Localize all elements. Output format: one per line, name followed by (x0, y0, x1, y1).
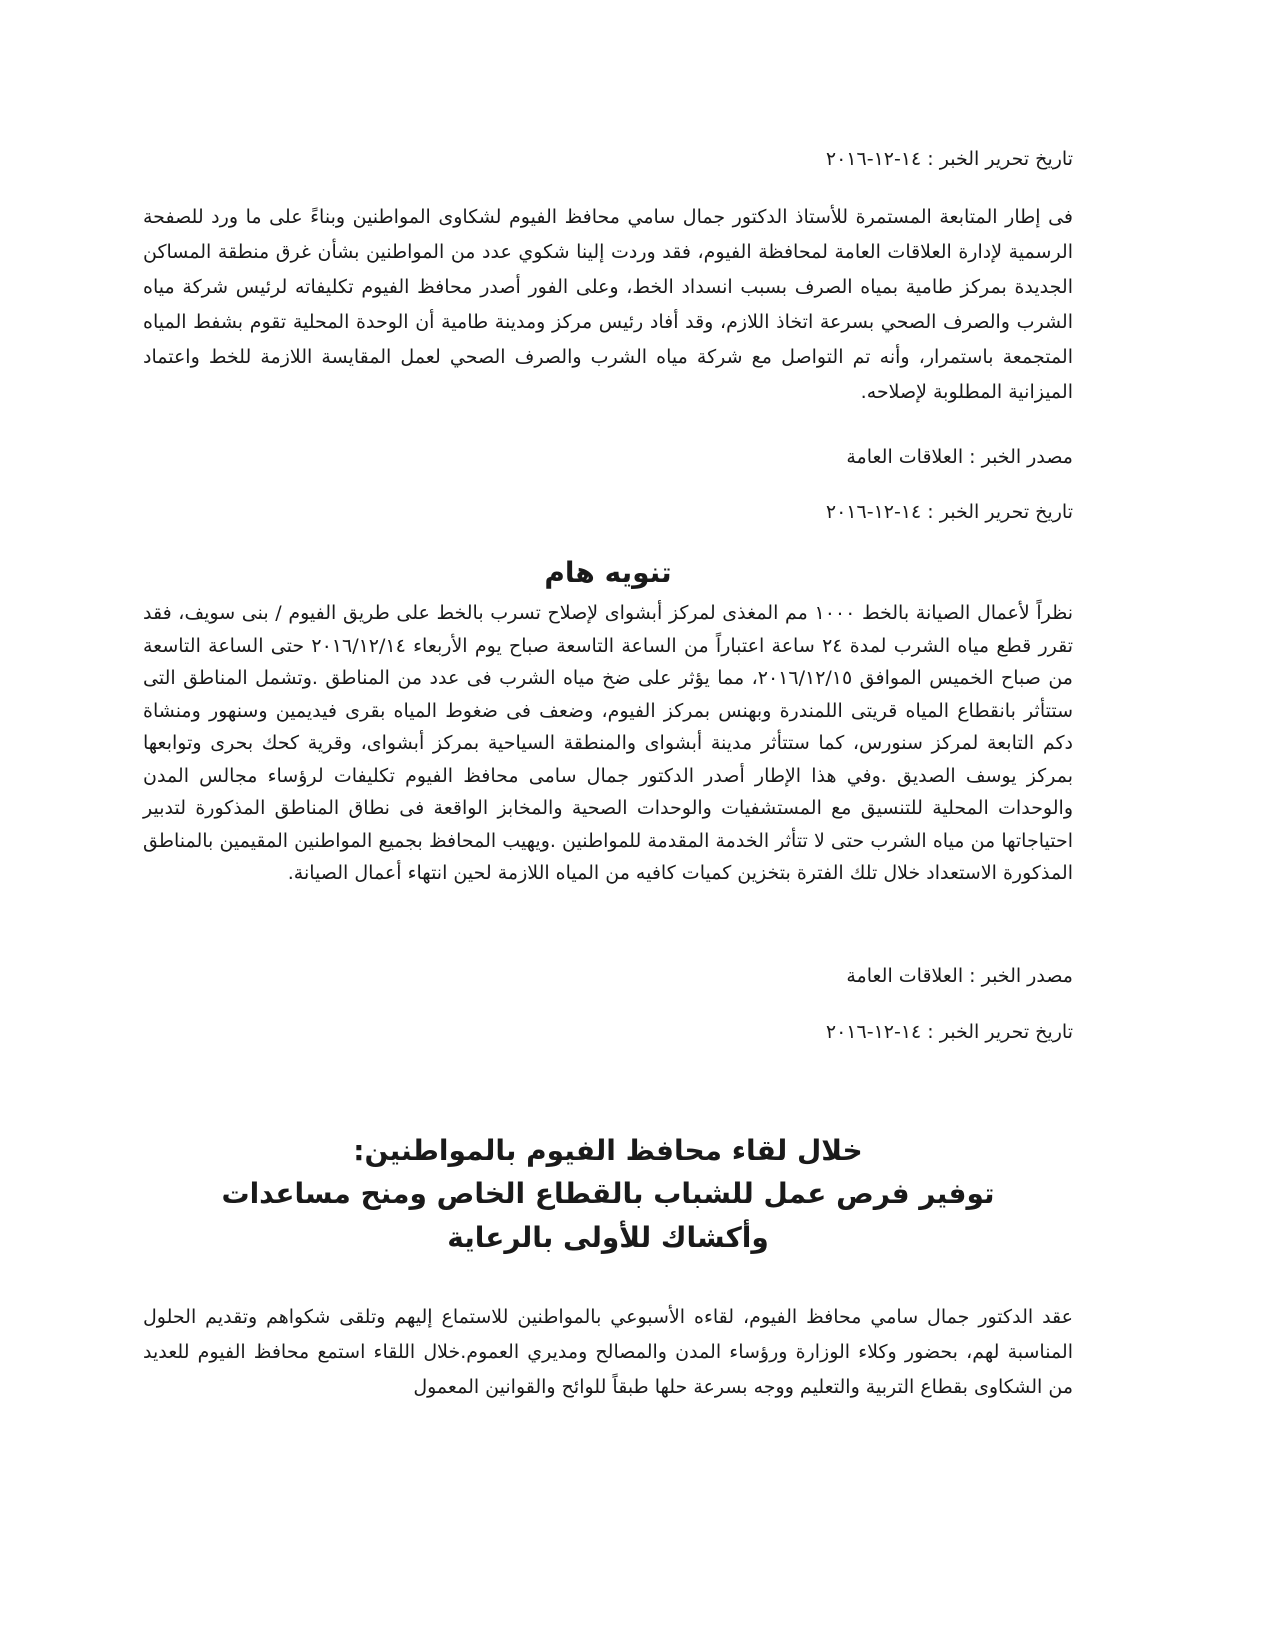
article-heading-line2: توفير فرص عمل للشباب بالقطاع الخاص ومنح مساعدات وأكشاك للأولى بالرعاية (221, 1177, 995, 1254)
news-body: فى إطار المتابعة المستمرة للأستاذ الدكتور جمال سامي محافظ الفيوم لشكاوى المواطنين وبناءً على ما ورد للصفحة الرسمية لإدارة العلاقات العامة لمحافظة الفيوم، فقد وردت إلينا شكوي عدد من المواطنين بشأن غرق منطقة المساكن الجديدة بمركز طامية بمياه الصرف بسبب انسداد الخط، وعلى الفور أصدر محافظ الفيوم تكليفاته لرئيس شركة مياه الشرب والصرف الصحي بسرعة اتخاذ اللازم، وقد أفاد رئيس مركز ومدينة طامية أن الوحدة المحلية تقوم بشفط المياه المتجمعة باستمرار، وأنه تم التواصل مع شركة مياه الشرب والصرف الصحي لعمل المقايسة اللازمة للخط واعتماد الميزانية المطلوبة لإصلاحه. (143, 206, 1073, 403)
news-body: نظراً لأعمال الصيانة بالخط ١٠٠٠ مم المغذى لمركز أبشواى لإصلاح تسرب بالخط على طريق الفيوم / بنى سويف، فقد تقرر قطع مياه الشرب لمدة ٢٤ ساعة اعتباراً من الساعة التاسعة صباح يوم الأربعاء ٢٠١٦/١٢/١٤ حتى الساعة التاسعة من صباح الخميس الموافق ٢٠١٦/١٢/١٥، مما يؤثر على ضخ مياه الشرب فى عدد من المناطق .وتشمل المناطق التى ستتأثر بانقطاع المياه قريتى اللمندرة وبهنس بمركز الفيوم، وضعف فى ضغوط المياه بقرى فيديمين وسنهور ومنشاة دكم التابعة لمركز سنورس، كما ستتأثر مدينة أبشواى والمنطقة السياحية بمركز أبشواى، وقرية كحك بحرى وتوابعها بمركز يوسف الصديق .وفي هذا الإطار أصدر الدكتور جمال سامى محافظ الفيوم تكليفات لرؤساء مجالس المدن والوحدات المحلية للتنسيق مع المستشفيات والوحدات الصحية والمخابز الواقعة فى نطاق المناطق المذكورة لتدبير احتياجاتها من مياه الشرب حتى لا تتأثر الخدمة المقدمة للمواطنين .ويهيب المحافظ بجميع المواطنين المقيمين بالمناطق المذكورة الاستعداد خلال تلك الفترة بتخزين كميات كافيه من المياه اللازمة لحين انتهاء أعمال الصيانة. (143, 602, 1073, 884)
news-source: مصدر الخبر : العلاقات العامة (846, 446, 1073, 468)
article-heading-line1: خلال لقاء محافظ الفيوم بالمواطنين: (353, 1134, 863, 1167)
news-body: عقد الدكتور جمال سامي محافظ الفيوم، لقاءه الأسبوعي بالمواطنين للاستماع إليهم وتلقى شكواهم وتقديم الحلول المناسبة لهم، بحضور وكلاء الوزارة ورؤساء المدن والمصالح ومديري العموم.خلال اللقاء استمع محافظ الفيوم للعديد من الشكاوى بقطاع التربية والتعليم ووجه بسرعة حلها طبقاً للوائح والقوانين المعمول (143, 1306, 1073, 1398)
document-page (143, 0, 1073, 1650)
news-date: تاريخ تحرير الخبر : ١٤-١٢-٢٠١٦ (825, 148, 1073, 170)
news-source: مصدر الخبر : العلاقات العامة (846, 965, 1073, 987)
notice-heading: تنويه هام (544, 556, 672, 589)
news-date: تاريخ تحرير الخبر : ١٤-١٢-٢٠١٦ (825, 501, 1073, 523)
news-date: تاريخ تحرير الخبر : ١٤-١٢-٢٠١٦ (825, 1021, 1073, 1043)
